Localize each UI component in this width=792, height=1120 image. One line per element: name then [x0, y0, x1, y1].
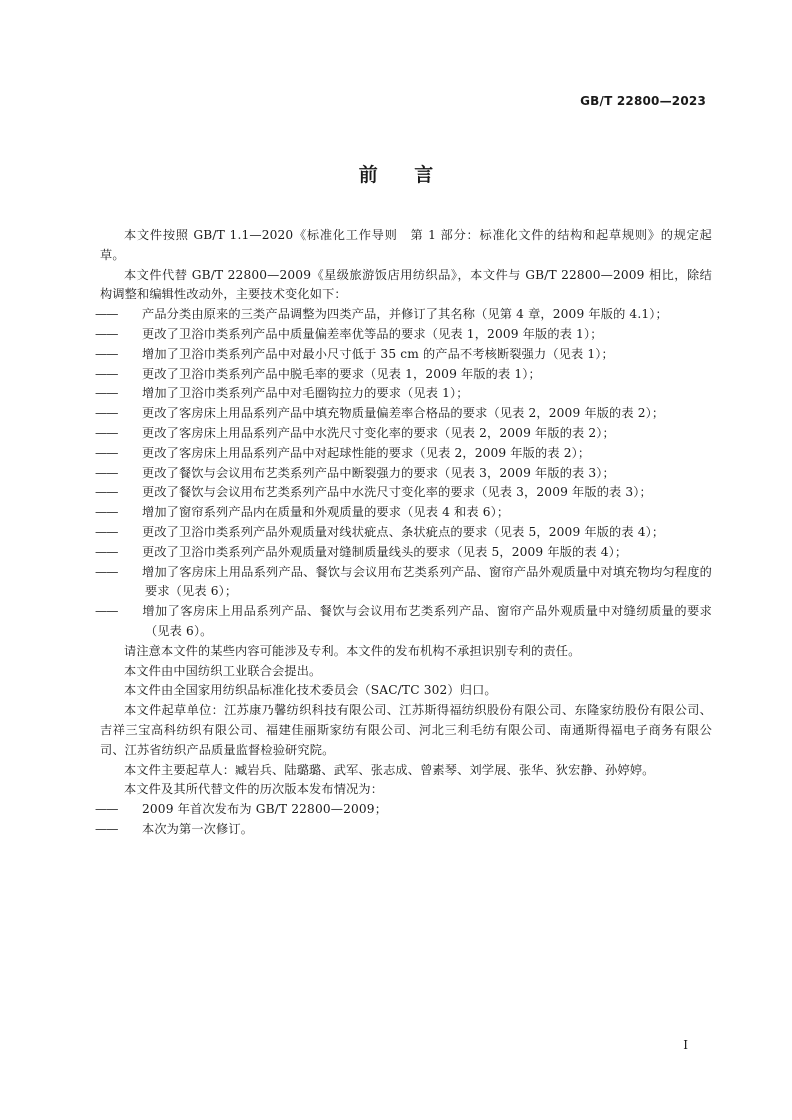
history-item	[95, 800, 712, 820]
change-item-text: 增加了客房床上用品系列产品、餐饮与会议用布艺类系列产品、窗帘产品外观质量中对缝纫质量的要求（见表 6）。	[142, 604, 712, 638]
foreword-body	[95, 226, 712, 840]
change-item	[95, 404, 712, 424]
change-item-text: 增加了窗帘系列产品内在质量和外观质量的要求（见表 4 和表 6）；	[142, 505, 510, 520]
page-title: 前 言	[358, 164, 434, 186]
change-item-text: 更改了客房床上用品系列产品中对起球性能的要求（见表 2，2009 年版的表 2）；	[142, 445, 591, 460]
change-item	[95, 483, 712, 503]
dash-marker: ——	[95, 544, 118, 559]
change-item	[95, 523, 712, 543]
dash-marker: ——	[95, 802, 118, 817]
dash-marker: ——	[95, 326, 118, 341]
change-item	[95, 365, 712, 385]
paragraph-proposer: 本文件由中国纺织工业联合会提出。	[124, 663, 322, 678]
page-number: I	[683, 1038, 688, 1052]
change-item	[95, 345, 712, 365]
change-item	[95, 384, 712, 404]
change-item	[95, 602, 712, 642]
change-item	[95, 305, 712, 325]
paragraph-drafting-rules: 本文件按照 GB/T 1.1—2020《标准化工作导则 第 1 部分：标准化文件的结构和起草规则》的规定起草。	[100, 228, 712, 262]
change-item-text: 更改了客房床上用品系列产品中水洗尺寸变化率的要求（见表 2，2009 年版的表 2）；	[142, 425, 615, 440]
change-item-text: 更改了卫浴巾类系列产品外观质量对线状疵点、条状疵点的要求（见表 5，2009 年版的表 4）；	[142, 524, 665, 539]
change-item-text: 增加了卫浴巾类系列产品中对毛圈钩拉力的要求（见表 1）；	[142, 386, 469, 401]
standard-code: GB/T 22800—2023	[580, 94, 706, 108]
change-item	[95, 325, 712, 345]
history-item-text: 本次为第一次修订。	[142, 821, 254, 836]
dash-marker: ——	[95, 564, 118, 579]
dash-marker: ——	[95, 604, 118, 619]
change-item-text: 更改了餐饮与会议用布艺类系列产品中断裂强力的要求（见表 3，2009 年版的表 3）；	[142, 465, 615, 480]
change-item-text: 增加了客房床上用品系列产品、餐饮与会议用布艺类系列产品、窗帘产品外观质量中对填充物均匀程度的要求（见表 6）；	[142, 564, 712, 599]
dash-marker: ——	[95, 307, 118, 322]
change-item	[95, 503, 712, 523]
dash-marker: ——	[95, 386, 118, 401]
change-item	[95, 543, 712, 563]
dash-marker: ——	[95, 505, 118, 520]
dash-marker: ——	[95, 366, 118, 381]
paragraph-committee: 本文件由全国家用纺织品标准化技术委员会（SAC/TC 302）归口。	[124, 683, 497, 698]
paragraph-drafting-units: 本文件起草单位：江苏康乃馨纺织科技有限公司、江苏斯得福纺织股份有限公司、东隆家纺股份有限公司、吉祥三宝高科纺织有限公司、福建佳丽斯家纺有限公司、河北三利毛纺有限公司、南通斯得福电子商务有限公司、江苏省纺织产品质量监督检验研究院。	[100, 703, 712, 757]
change-item	[95, 444, 712, 464]
change-item-text: 更改了卫浴巾类系列产品中质量偏差率优等品的要求（见表 1，2009 年版的表 1）；	[142, 326, 603, 341]
dash-marker: ——	[95, 346, 118, 361]
change-item-text: 更改了卫浴巾类系列产品外观质量对缝制质量线头的要求（见表 5，2009 年版的表 4）；	[142, 544, 628, 559]
change-item-text: 产品分类由原来的三类产品调整为四类产品，并修订了其名称（见第 4 章，2009 年版的 4.1）；	[142, 307, 668, 322]
dash-marker: ——	[95, 485, 118, 500]
paragraph-replacement: 本文件代替 GB/T 22800—2009《星级旅游饭店用纺织品》，本文件与 GB/T 22800—2009 相比，除结构调整和编辑性改动外，主要技术变化如下：	[100, 267, 712, 302]
history-item	[95, 820, 712, 840]
change-item	[95, 563, 712, 603]
dash-marker: ——	[95, 406, 118, 421]
paragraph-history-intro: 本文件及其所代替文件的历次版本发布情况为：	[124, 782, 384, 797]
dash-marker: ——	[95, 425, 118, 440]
dash-marker: ——	[95, 465, 118, 480]
change-item-text: 更改了卫浴巾类系列产品中脱毛率的要求（见表 1，2009 年版的表 1）；	[142, 366, 541, 381]
dash-marker: ——	[95, 445, 118, 460]
change-item	[95, 424, 712, 444]
dash-marker: ——	[95, 821, 118, 836]
dash-marker: ——	[95, 524, 118, 539]
change-item-text: 增加了卫浴巾类系列产品中对最小尺寸低于 35 cm 的产品不考核断裂强力（见表 1）；	[142, 346, 614, 361]
change-item-text: 更改了客房床上用品系列产品中填充物质量偏差率合格品的要求（见表 2，2009 年版的表 2）；	[142, 406, 665, 421]
paragraph-drafters: 本文件主要起草人：臧岩兵、陆璐璐、武军、张志成、曾素琴、刘学展、张华、狄宏静、孙婷婷。	[124, 762, 655, 777]
change-item-text: 更改了餐饮与会议用布艺类系列产品中水洗尺寸变化率的要求（见表 3，2009 年版的表 3）；	[142, 485, 652, 500]
history-item-text: 2009 年首次发布为 GB/T 22800—2009；	[142, 802, 388, 817]
change-item	[95, 464, 712, 484]
paragraph-patent-notice: 请注意本文件的某些内容可能涉及专利。本文件的发布机构不承担识别专利的责任。	[124, 643, 581, 658]
